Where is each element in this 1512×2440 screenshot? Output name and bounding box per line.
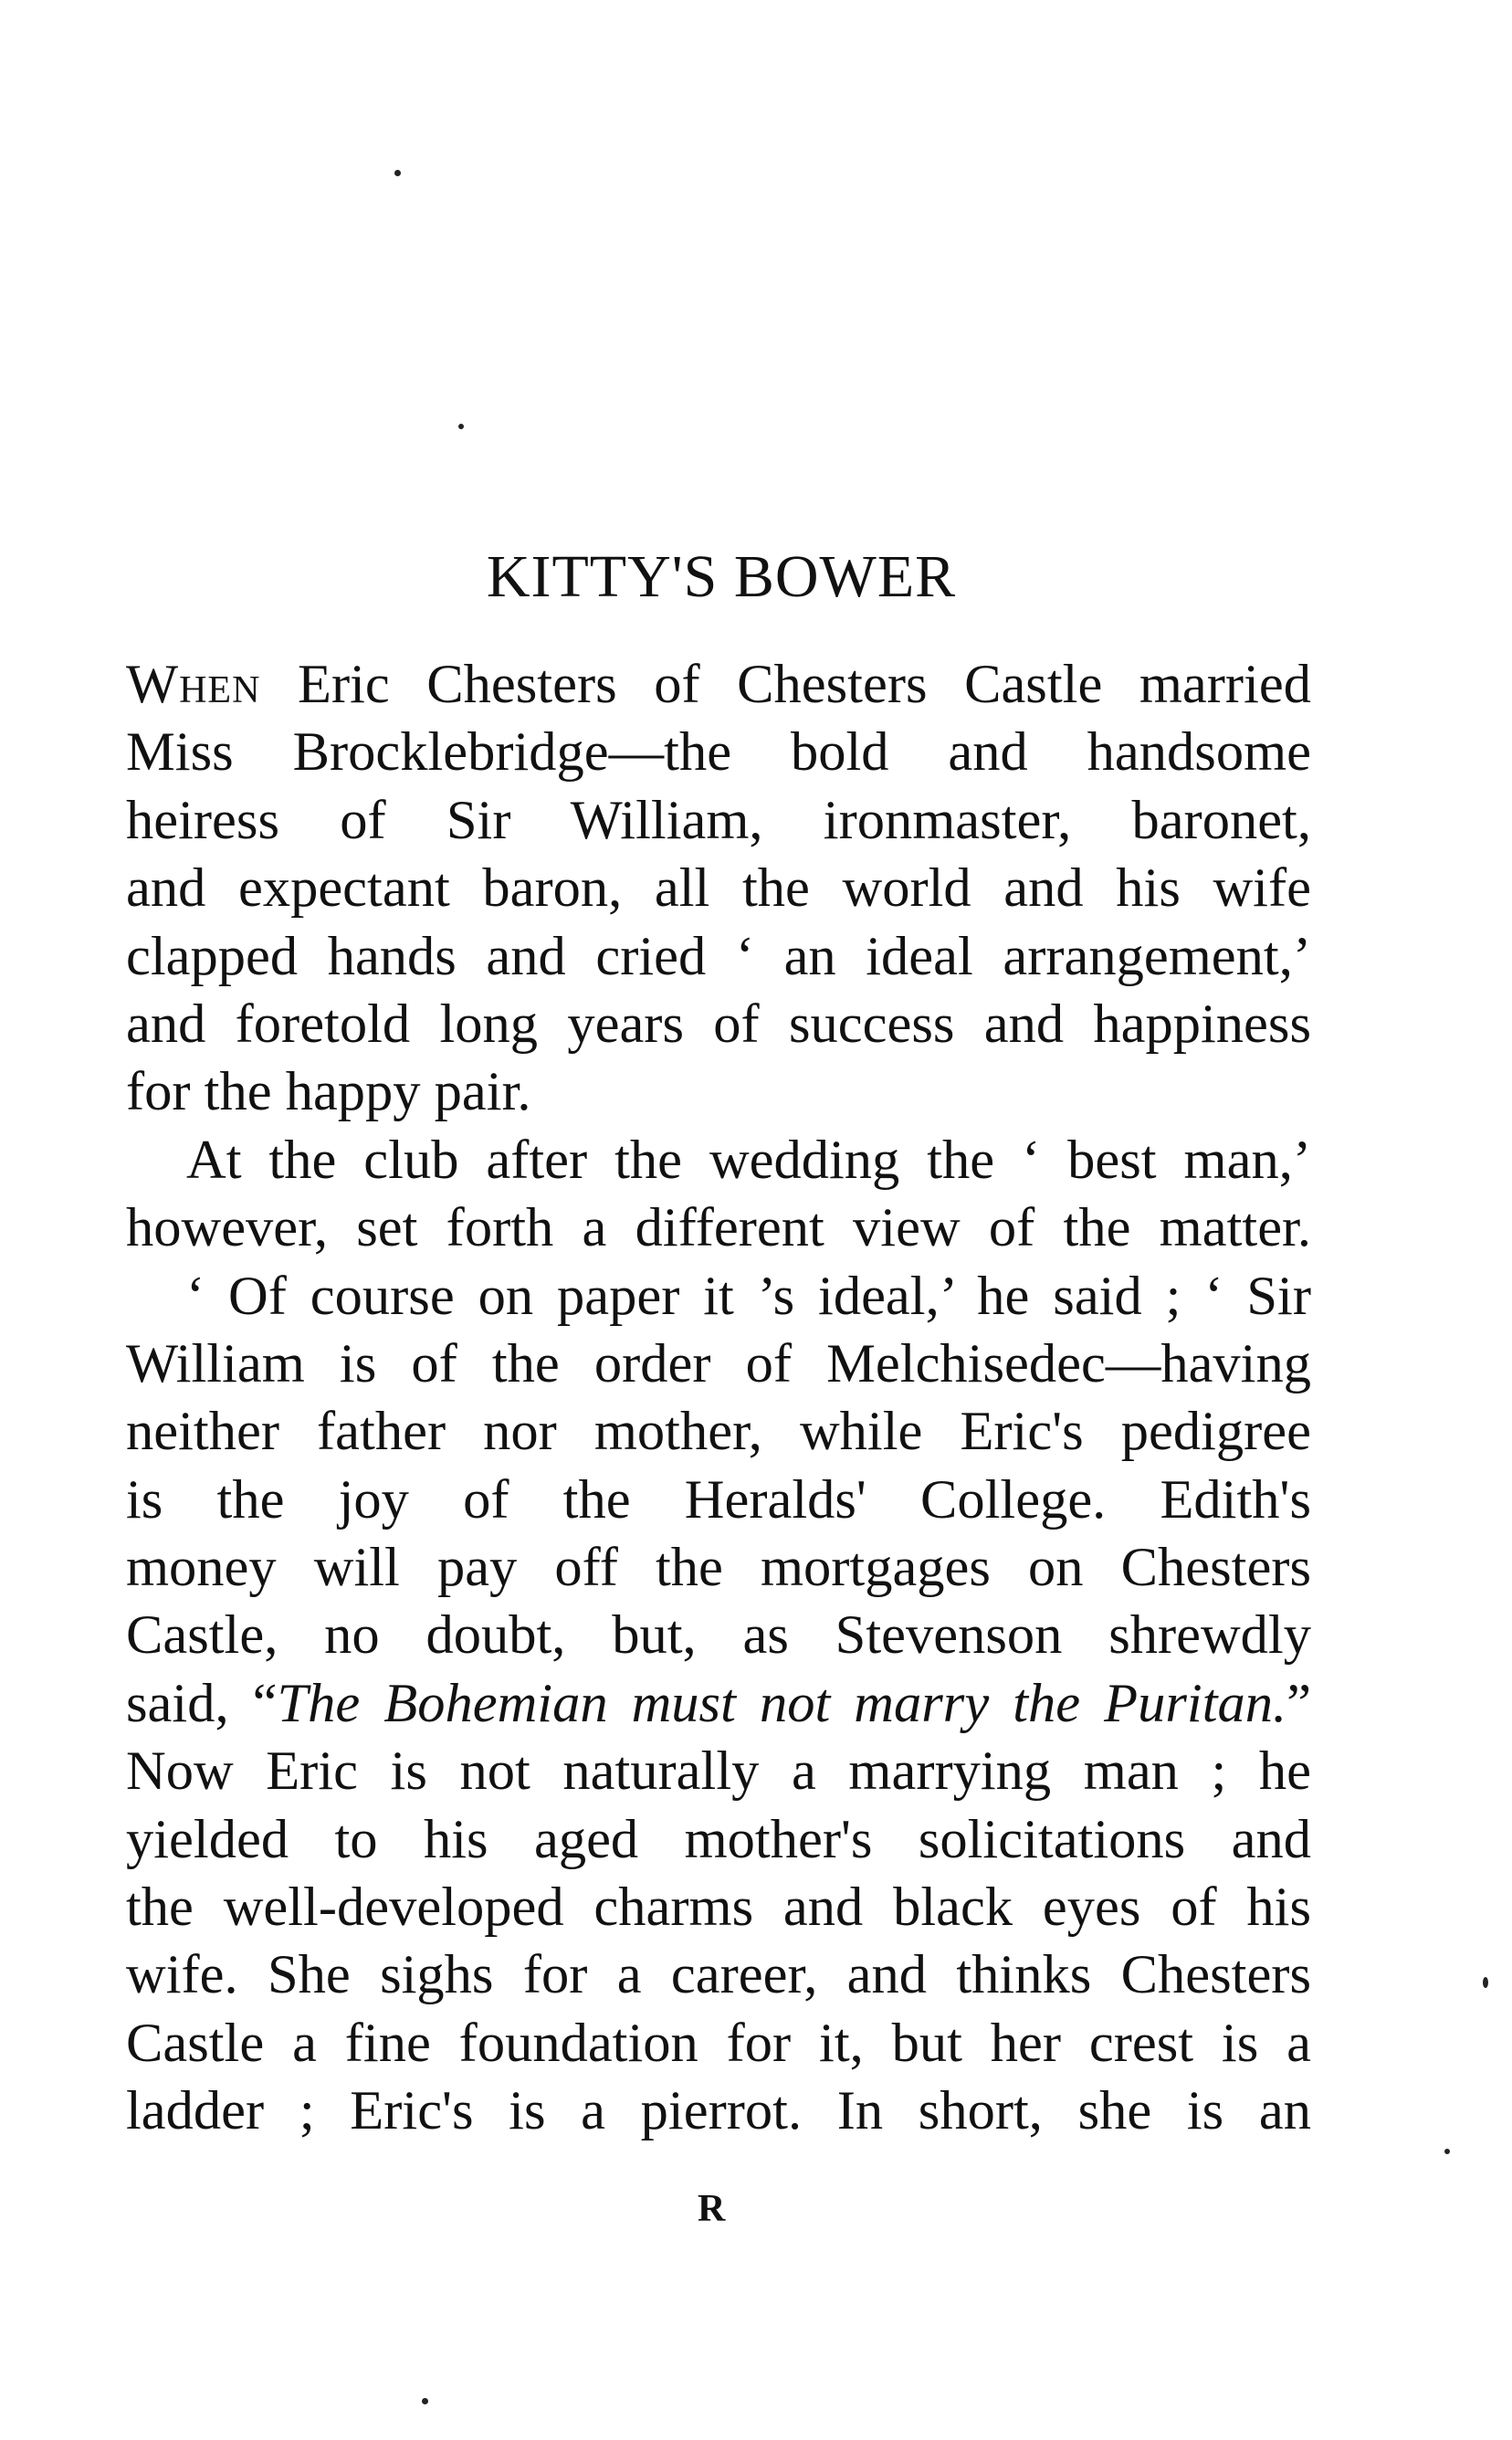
text-line: clapped hands and cried ‘ an ideal arrangement,’ bbox=[126, 925, 1311, 987]
ink-speck bbox=[1444, 2149, 1450, 2154]
text-line: and foretold long years of success and happiness bbox=[126, 993, 1311, 1055]
paragraph bbox=[126, 1263, 1311, 2146]
line-text: ” bbox=[1286, 1672, 1312, 1734]
paragraph bbox=[126, 651, 1311, 1127]
ink-speck bbox=[422, 2398, 428, 2404]
text-line: At the club after the wedding the ‘ best man,’ bbox=[186, 1129, 1311, 1191]
text-line: for the happy pair. bbox=[126, 1061, 531, 1123]
text-line: wife. She sighs for a career, and thinks Chesters bbox=[126, 1944, 1311, 2006]
paragraph bbox=[126, 1127, 1311, 1263]
text-line: and expectant baron, all the world and his wife bbox=[126, 857, 1311, 920]
text-line: however, set forth a different view of the matter. bbox=[126, 1197, 1311, 1259]
ink-speck bbox=[458, 424, 464, 429]
text-line: yielded to his aged mother's solicitations and bbox=[126, 1808, 1311, 1870]
text-line: Castle, no doubt, but, as Stevenson shrewdly bbox=[126, 1604, 1311, 1667]
text-line: heiress of Sir William, ironmaster, baronet, bbox=[126, 789, 1311, 851]
text-line bbox=[126, 651, 1311, 719]
ink-speck bbox=[1483, 1977, 1488, 1988]
text-line: Miss Brocklebridge—the bold and handsome bbox=[126, 721, 1311, 784]
text-line bbox=[126, 1670, 1311, 1738]
text-line: ladder ; Eric's is a pierrot. In short, she is an bbox=[126, 2080, 1311, 2142]
text-line: Castle a fine foundation for it, but her crest is a bbox=[126, 2012, 1311, 2074]
text-line: is the joy of the Heralds' College. Edith's bbox=[126, 1468, 1311, 1530]
line-text: said, “ bbox=[126, 1672, 278, 1734]
opening-word: When bbox=[126, 654, 261, 715]
text-line: the well-developed charms and black eyes of his bbox=[126, 1877, 1311, 1939]
text-line: neither father nor mother, while Eric's pedigree bbox=[126, 1401, 1311, 1463]
line-text: Eric Chesters of Chesters Castle married bbox=[260, 654, 1311, 715]
signature-mark: R bbox=[698, 2188, 726, 2230]
italic-quote: The Bohemian must not marry the Puritan. bbox=[277, 1672, 1287, 1734]
text-line: William is of the order of Melchisedec—having bbox=[126, 1332, 1311, 1394]
text-line: ‘ Of course on paper it ’s ideal,’ he said ; ‘ Sir bbox=[186, 1265, 1311, 1327]
body-text bbox=[126, 651, 1311, 2146]
chapter-title: KITTY'S BOWER bbox=[486, 543, 957, 610]
text-line: money will pay off the mortgages on Chesters bbox=[126, 1537, 1311, 1599]
text-line: Now Eric is not naturally a marrying man ; he bbox=[126, 1741, 1311, 1803]
ink-speck bbox=[394, 170, 401, 176]
